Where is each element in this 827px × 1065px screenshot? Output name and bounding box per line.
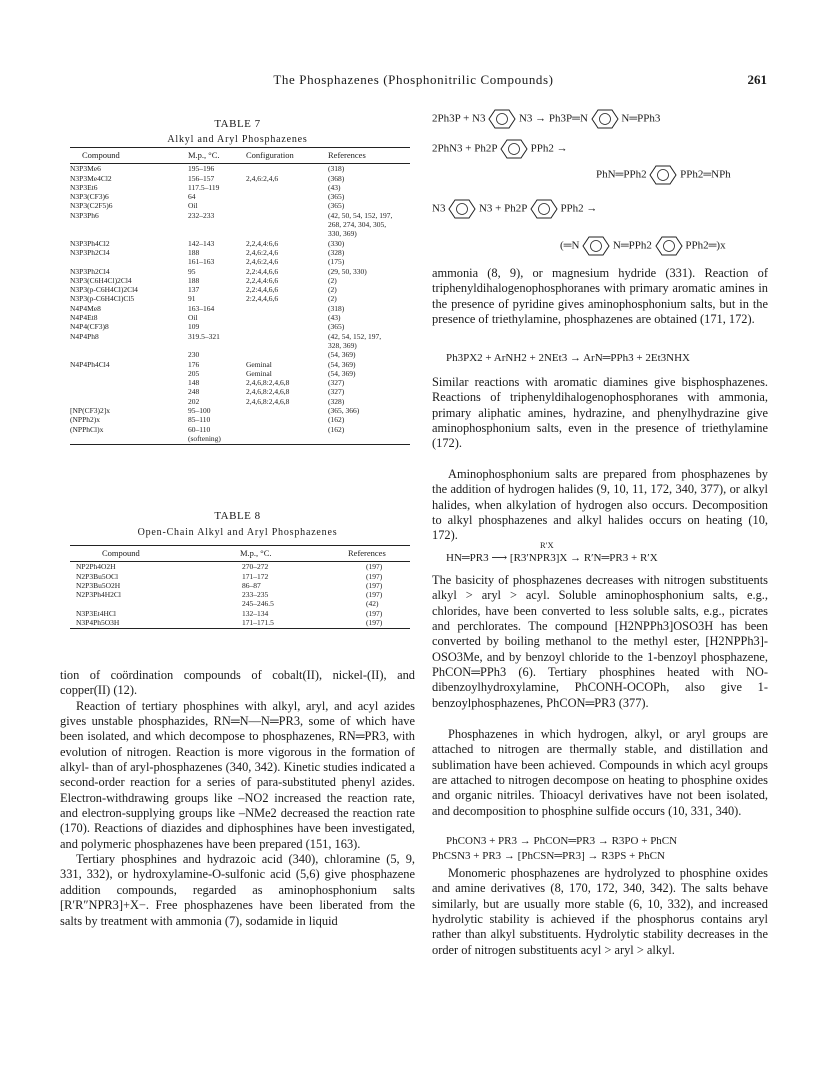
table-cell: 205 (188, 368, 200, 378)
table-cell (70, 350, 188, 359)
table7 (70, 147, 410, 445)
table7-col-refs: References (328, 150, 366, 160)
table-cell: 176 (188, 359, 200, 369)
table7-col-config: Configuration (246, 150, 294, 160)
table-cell: (197) (366, 618, 383, 628)
table-row (70, 406, 410, 415)
table-cell: Geminal (246, 359, 272, 369)
equation-3: N3 N3 + Ph2P PPh2 → (432, 198, 597, 220)
page-number: 261 (747, 72, 767, 87)
table-cell (246, 415, 328, 424)
table-row (70, 322, 410, 331)
table-cell (70, 220, 188, 229)
table-cell: N4P4Ph4Cl4 (70, 359, 110, 369)
table7-body (70, 164, 410, 443)
table-cell: 202 (188, 396, 200, 406)
table-cell: 86–87 (242, 580, 261, 590)
table8 (70, 545, 410, 629)
table-cell (70, 387, 188, 396)
table-row (70, 192, 410, 201)
table-cell: N3P3Me6 (70, 164, 101, 174)
table-cell: (softening) (188, 433, 221, 443)
table-cell (70, 378, 188, 387)
table-cell: 156–157 (188, 173, 215, 183)
table-row (70, 248, 410, 257)
table-cell: (365) (328, 201, 345, 211)
paragraph: Reaction of tertiary phosphines with alkyl, aryl, and acyl azides gives unstable phosphazides, RN═N—N═PR3, some of which have been isolated, and which decompose to phosphazenes, RN═PR3, with evolution of nitrogen. Reaction is more vigorous in the formation of alkyl- than of aryl-phosphazenes (340, 342). Kinetic studies indicated a second-order reaction for a series of para-substituted phenyl azides. Electron-withdrawing groups like –NO2 increased the reaction rate, and electron-supplying groups like –NMe2 decreased the reaction rate (170). Reactions of diazides and diphosphines have been investigated, and polymeric phosphazenes have been prepared (151, 163). (60, 698, 415, 851)
table-cell: (54, 369) (328, 350, 356, 360)
table-row (70, 397, 410, 406)
table-cell: Oil (188, 201, 198, 211)
table-cell: (2) (328, 294, 337, 304)
table7-caption: TABLE 7 (214, 118, 261, 130)
table7-col-compound: Compound (82, 150, 120, 160)
table-cell: (42, 50, 54, 152, 197, (328, 210, 393, 220)
table-cell: (197) (366, 571, 383, 581)
table-cell (70, 434, 188, 443)
table-cell: N3P3(C2F5)6 (70, 201, 113, 211)
table-cell: 2,4,6:2,4,6 (246, 257, 279, 267)
table-cell: (43) (328, 182, 341, 192)
table-cell: 85–110 (188, 415, 211, 425)
table7-bottom-rule (70, 444, 410, 445)
table8-body (70, 562, 410, 628)
table-cell: (197) (366, 590, 383, 600)
table-cell: Geminal (246, 368, 272, 378)
table-row (70, 239, 410, 248)
equation-6b: PhCSN3 + PR3 → [PhCSN═PR3] → R3PS + PhCN (432, 850, 665, 862)
table8-col-mp: M.p., °C. (240, 548, 272, 558)
table-cell: (328) (328, 396, 345, 406)
table-row (70, 599, 410, 608)
table-cell (188, 229, 246, 238)
table-cell: 2,4,6:2,4,6 (246, 173, 279, 183)
table-cell (70, 229, 188, 238)
benzene-ring-icon (500, 138, 528, 160)
table-cell: N2P3Bu5OCl (76, 571, 119, 581)
table8-header-row (70, 546, 410, 562)
table-cell: 137 (188, 285, 200, 295)
table-cell (246, 313, 328, 322)
table7-grid (70, 147, 410, 443)
table-row (70, 276, 410, 285)
table-row (70, 257, 410, 266)
table-cell: 270–272 (242, 562, 269, 572)
table-cell: (327) (328, 387, 345, 397)
table-cell (70, 397, 188, 406)
table-cell: 188 (188, 247, 200, 257)
equation-2-product: PhN═PPh2 PPh2═NPh (596, 164, 731, 186)
table-row (70, 183, 410, 192)
table-row (70, 609, 410, 618)
table-cell: 2,4,6:2,4,6 (246, 247, 279, 257)
table-row (70, 164, 410, 174)
table-cell: (NPPhCl)x (70, 424, 104, 434)
table-cell: N3P3(p-C6H4Cl)Cl5 (70, 294, 135, 304)
table-cell: 328, 369) (328, 340, 357, 350)
table-row (70, 590, 410, 599)
equation-5-label: R′X (540, 540, 554, 550)
table-cell: 2,4,6,8:2,4,6,8 (246, 396, 290, 406)
table-cell: N4P4Ph8 (70, 331, 99, 341)
table-cell: 233–235 (242, 590, 269, 600)
benzene-ring-icon (488, 108, 516, 130)
table-cell: (365) (328, 322, 345, 332)
table-row (70, 313, 410, 322)
left-column-text (60, 668, 415, 929)
table-row (70, 572, 410, 581)
table7-header-row (70, 148, 410, 164)
running-header: The Phosphazenes (Phosphonitrilic Compounds) (273, 72, 554, 87)
table-cell: 161–163 (188, 257, 215, 267)
table-cell: N3P3Ph2Cl4 (70, 247, 110, 257)
table-cell: (327) (328, 378, 345, 388)
table-row (70, 201, 410, 210)
table-cell: 2,2,4,4:6,6 (246, 238, 279, 248)
table-cell: (162) (328, 415, 345, 425)
table-cell: 132–134 (242, 608, 269, 618)
table-cell (246, 332, 328, 341)
table-cell: 2:2,4,4,6,6 (246, 294, 279, 304)
table-cell: 91 (188, 294, 196, 304)
table-cell (246, 434, 328, 443)
table-cell: 2,4,6,8:2,4,6,8 (246, 378, 290, 388)
table-cell: N2P3Bu5O2H (76, 580, 121, 590)
table-cell: (2) (328, 275, 337, 285)
table-cell (246, 192, 328, 201)
right-paragraph-3: Aminophosphonium salts are prepared from phosphazenes by the addition of hydrogen halides (9, 10, 11, 172, 340, 377), or alkyl halides, when alkylation of hydrogen also occurs. Decomposition to alkyl phosphazenes and alkyl halides occurs on heating (10, 172). (432, 467, 768, 543)
table-cell (70, 599, 220, 608)
table-cell: 109 (188, 322, 200, 332)
table-row (70, 581, 410, 590)
benzene-ring-icon (655, 235, 683, 257)
table-cell: (197) (366, 562, 383, 572)
benzene-ring-icon (582, 235, 610, 257)
table-row (70, 229, 410, 238)
table7-col-mp: M.p., °C. (188, 150, 220, 160)
table-cell (246, 406, 328, 415)
table-cell: (42) (366, 599, 379, 609)
table-cell: (29, 50, 330) (328, 266, 367, 276)
table8-bottom-rule (70, 628, 410, 629)
table-cell (246, 341, 328, 350)
benzene-ring-icon (448, 198, 476, 220)
benzene-ring-icon (649, 164, 677, 186)
table-cell: [NP(CF3)2]x (70, 406, 111, 416)
table-cell (246, 220, 328, 229)
table-cell: N3P3Ph6 (70, 210, 99, 220)
table-cell: 171–172 (242, 571, 269, 581)
table-cell: NP2Ph4O2H (76, 562, 116, 572)
table-cell: (43) (328, 313, 341, 323)
table-row (70, 618, 410, 627)
table-cell (246, 211, 328, 220)
table-cell: (162) (328, 424, 345, 434)
table8-col-compound: Compound (102, 548, 140, 558)
table-cell (328, 434, 410, 443)
table-cell: (197) (366, 580, 383, 590)
table-cell: (54, 369) (328, 359, 356, 369)
table-cell: N3P4Ph5O3H (76, 618, 120, 628)
table-cell (246, 164, 328, 174)
equation-5: HN═PR3 ⟶ [R3′NPR3]X → R′N═PR3 + R′X (446, 552, 658, 564)
table-cell: 319.5–321 (188, 331, 220, 341)
equation-1: 2Ph3P + N3 N3 → Ph3P═N N═PPh3 (432, 108, 660, 130)
table-cell: N4P4(CF3)8 (70, 322, 109, 332)
table-cell (246, 201, 328, 210)
right-paragraph-5: Phosphazenes in which hydrogen, alkyl, or aryl groups are attached to nitrogen are thermally stable, and distillation and sublimation have been achieved. Compounds in which acyl groups are attached to nitrogen decompose on heating to phosphine oxides and organic nitriles. Thioacyl derivatives have not been isolated, and decomposition to phosphine sulfide occurs (10, 331, 340). (432, 727, 768, 818)
table8-col-refs: References (348, 548, 386, 558)
table-cell (70, 257, 188, 266)
table-cell: 195–196 (188, 164, 215, 174)
equation-6a: PhCON3 + PR3 → PhCON═PR3 → R3PO + PhCN (446, 835, 678, 847)
table-cell: N3P3Et4HCl (76, 608, 117, 618)
table-row (70, 174, 410, 183)
right-paragraph-1: ammonia (8, 9), or magnesium hydride (331). Reaction of triphenyldihalogenophosphoranes with primary aromatic amines in the presence of pyridine gives aminophosphonium salts, but in the presence of triethylamine, phosphazenes are obtained (171, 172). (432, 266, 768, 327)
table-cell: (328) (328, 247, 345, 257)
table-cell: N3P3(p-C6H4Cl)2Cl4 (70, 285, 138, 295)
table-cell (70, 369, 188, 378)
table-cell: N3P3(CF3)6 (70, 192, 109, 202)
table-row (70, 369, 410, 378)
table-cell: 64 (188, 192, 196, 202)
table-row (70, 387, 410, 396)
table-row (70, 211, 410, 220)
table-row (70, 378, 410, 387)
table-cell: N3P3Et6 (70, 182, 98, 192)
table-cell (70, 341, 188, 350)
table-cell: 95 (188, 266, 196, 276)
table-row (70, 415, 410, 424)
table-row (70, 425, 410, 434)
table-cell: (2) (328, 285, 337, 295)
table8-grid (70, 545, 410, 627)
table-cell (246, 350, 328, 359)
table-cell: (NPPh2)x (70, 415, 101, 425)
table-cell (246, 322, 328, 331)
table8-subtitle: Open-Chain Alkyl and Aryl Phosphazenes (137, 527, 338, 538)
table-cell: 268, 274, 304, 305, (328, 220, 387, 230)
table-cell: 163–164 (188, 303, 215, 313)
table-cell (246, 183, 328, 192)
table-row (70, 360, 410, 369)
paragraph: Tertiary phosphines and hydrazoic acid (340), chloramine (5, 9, 331, 332), or hydroxylamine-O-sulfonic acid (5,6) give phosphazene addition compounds, regarded as aminophosphonium salts [R′R″NPR3]+X−. Free phosphazenes have been liberated from the salts by treatment with ammonia (7), sodamide in liquid (60, 852, 415, 928)
benzene-ring-icon (530, 198, 558, 220)
table-cell: 2,4,6,8:2,4,6,8 (246, 387, 290, 397)
table-row (70, 220, 410, 229)
table-row (70, 285, 410, 294)
table-row (70, 350, 410, 359)
right-paragraph-2: Similar reactions with aromatic diamines give bisphosphazenes. Reactions of triphenyldihalogenophosphoranes with ammonia, primary aliphatic amines, hydrazine, and phenylhydrazine give aminophosphonium salts, even in the presence of triethylamine (172). (432, 375, 768, 451)
table-cell: (42, 54, 152, 197, (328, 331, 382, 341)
table-cell: 230 (188, 350, 200, 360)
table-cell: 2,2:4,4,6,6 (246, 285, 279, 295)
table-cell: 171–171.5 (242, 618, 274, 628)
table7-subtitle: Alkyl and Aryl Phosphazenes (167, 134, 308, 145)
table-cell: 117.5–119 (188, 182, 220, 192)
table-cell: (330) (328, 238, 345, 248)
table-cell: 142–143 (188, 238, 215, 248)
table-cell: (54, 369) (328, 368, 356, 378)
table-cell: 188 (188, 275, 200, 285)
table-cell: 2,2:4,4,6,6 (246, 266, 279, 276)
table-cell: 2,2,4,4:6,6 (246, 275, 279, 285)
table-row (70, 562, 410, 572)
table-row (70, 267, 410, 276)
table-cell (188, 220, 246, 229)
equation-4: Ph3PX2 + ArNH2 + 2NEt3 → ArN═PPh3 + 2Et3NHX (446, 352, 690, 364)
table-cell: 148 (188, 378, 200, 388)
table-row (70, 434, 410, 443)
table-cell: 95–100 (188, 406, 211, 416)
table-row (70, 304, 410, 313)
table-cell: N3P3Ph2Cl4 (70, 266, 110, 276)
table-cell: (318) (328, 303, 345, 313)
table-cell: N4P4Et8 (70, 313, 98, 323)
table-cell: (365, 366) (328, 406, 360, 416)
table-row (70, 341, 410, 350)
equation-2: 2PhN3 + Ph2P PPh2 → (432, 138, 568, 160)
equation-3-product: (═N N═PPh2 PPh2═)x (560, 235, 726, 257)
table-cell: (365) (328, 192, 345, 202)
paragraph: tion of coördination compounds of cobalt(II), nickel-(II), and copper(II) (12). (60, 668, 415, 698)
table-cell (246, 304, 328, 313)
table-cell: (368) (328, 173, 345, 183)
right-paragraph-4: The basicity of phosphazenes decreases with nitrogen substituents alkyl > aryl > acyl. Soluble aminophosphonium salts, e.g., chlorides, have been converted to less soluble salts, e.g., picrates and perchlorates. The compound [H2NPPh3]OSO3H has been converted by boiling methanol to the methyl ester, [H2NPPh3]-OSO3Me, and by benzoyl chloride to the 1-benzoyl phosphazene, PhCON═PPh3 (6). Tertiary phosphines heated with NO-dibenzoylhydroxylamine, PhCONH-OCOPh, also give 1-benzoylphosphazenes, PhCON═PR3 (377). (432, 573, 768, 710)
table-cell: N2P3Ph4H2Cl (76, 590, 122, 600)
table-cell: N3P3(C6H4Cl)2Cl4 (70, 275, 132, 285)
right-paragraph-6: Monomeric phosphazenes are hydrolyzed to phosphine oxides and amine derivatives (8, 170, 172, 340, 342). The salts behave similarly, but are usually more stable (6, 10, 332), and increased hydrolytic stability is achieved if the phosphorus contains aryl rather than alkyl substituents. Hydrolytic stability decreases in the order of nitrogen substituents acyl > aryl > alkyl. (432, 866, 768, 957)
table-cell: N3P3Ph4Cl2 (70, 238, 110, 248)
table-cell: N3P3Me4Cl2 (70, 173, 112, 183)
table-cell (246, 229, 328, 238)
table-row (70, 332, 410, 341)
table-cell (246, 425, 328, 434)
table-cell: 330, 369) (328, 229, 357, 239)
table-cell (188, 341, 246, 350)
table-cell: N4P4Me8 (70, 303, 101, 313)
table-cell: 245–246.5 (242, 599, 274, 609)
table-cell: 232–233 (188, 210, 215, 220)
table-cell: (197) (366, 608, 383, 618)
table-cell: Oil (188, 313, 198, 323)
table-cell: (175) (328, 257, 345, 267)
table-cell: (318) (328, 164, 345, 174)
table-cell: 60–110 (188, 424, 211, 434)
table8-caption: TABLE 8 (214, 510, 261, 522)
table-row (70, 294, 410, 303)
table-cell: 248 (188, 387, 200, 397)
benzene-ring-icon (591, 108, 619, 130)
